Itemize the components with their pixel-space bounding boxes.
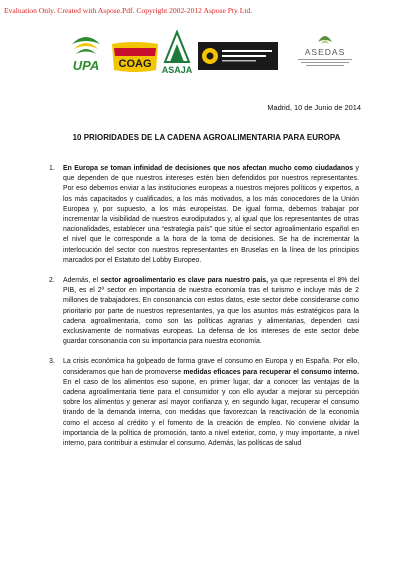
- svg-text:COAG: COAG: [118, 58, 152, 70]
- item-paragraph: [63, 276, 359, 347]
- asedas-logo: [292, 28, 358, 70]
- item-text: En el caso de los alimentos eso supone, en primer lugar, dar a conocer las ventajas de la cadena agroalimentaria tiene para el consumidor y con ello ayudar a mejorar su percepción sobre los alimentos y generar así mayor confianza y, en segundo lugar, recuperar el consumo tirando de la demanda interna, con medidas que favorezcan la reactivación de la economía como el acceso al crédito y el fomento de la creación de empleo. No conviene olvidar la importancia de la política de promoción, tanto a nivel exterior, como, y muy importante, a nivel interno, para contribuir a estimular el consumo. Además, las políticas de salud: [63, 378, 359, 448]
- item-text: ya que representa el 8% del PIB, es el 2º sector en importancia de nuestra economía tras el turismo e incluye más de 2 millones de trabajadores. En consonancia con estos datos, este sector debe considerarse como prioritario por parte de nuestros representantes, ya que los asuntos más estratégicos para la cadena agroalimentaria, como son las políticas agrarias y alimentarias, dependen casi exclusivamente de normativas europeas. La defensa de los intereses de este sector debe guardar consonancia con su importancia para nuestra economía.: [63, 277, 359, 346]
- item-bold-text: medidas eficaces para recuperar el consumo interno.: [183, 368, 359, 376]
- asaja-logo: [161, 28, 193, 76]
- coag-logo: [110, 40, 160, 74]
- svg-text:ASEDAS: ASEDAS: [304, 47, 346, 57]
- document-date: Madrid, 10 de Junio de 2014: [267, 103, 361, 112]
- document-title: 10 PRIORIDADES DE LA CADENA AGROALIMENTARIA PARA EUROPA: [72, 133, 341, 142]
- priority-item: [49, 276, 359, 347]
- svg-text:ASAJA: ASAJA: [161, 65, 193, 75]
- svg-text:UPA: UPA: [72, 58, 100, 73]
- item-number: 2.: [49, 277, 55, 285]
- item-number: 1.: [49, 165, 55, 172]
- item-paragraph: [63, 164, 359, 266]
- cooperativas-logo: [198, 42, 278, 70]
- item-bold-text: sector agroalimentario es clave para nuestro país,: [100, 277, 269, 285]
- item-number: 3.: [49, 358, 55, 366]
- item-bold-text: En Europa se toman infinidad de decisiones que nos afectan mucho como ciudadanos: [63, 165, 354, 172]
- priority-item: [49, 357, 359, 449]
- item-text: La crisis económica ha golpeado de forma grave el consumo en Europa y en España. Por ello, consideramos que han de promoverse: [63, 358, 359, 376]
- item-paragraph: [63, 357, 359, 449]
- item-text: Además, el: [63, 277, 101, 285]
- evaluation-watermark: Evaluation Only. Created with Aspose.Pdf. Copyright 2002-2012 Aspose Pty Ltd.: [4, 6, 253, 15]
- item-text: y que dependen de que nuestros intereses estén bien defendidos por nuestros representantes. Por eso debemos enviar a las instituciones europeas a nuestros mejores políticos y expertos, a los más capacitados y cualificados, a los más motivados, a los más conocedores de la Unión Europea y, por supuesto, a los más europeístas. De igual forma, debemos trabajar por incrementar la visibilidad de nuestros eurodiputados y, al igual que los representantes de otras nacionalidades, establecer una “estrategia país” que sitúe el sector agroalimentario español en el nivel que le corresponde a la hora de la toma de decisiones. Se ha de incrementar la interlocución del sector con nuestros representantes en Bruselas en la línea de los principios marcados por el Estatuto del Lobby Europeo.: [63, 165, 359, 264]
- logo-header: [0, 0, 413, 80]
- priority-item: [49, 164, 359, 266]
- priorities-list: [49, 164, 359, 459]
- upa-logo: [66, 28, 106, 74]
